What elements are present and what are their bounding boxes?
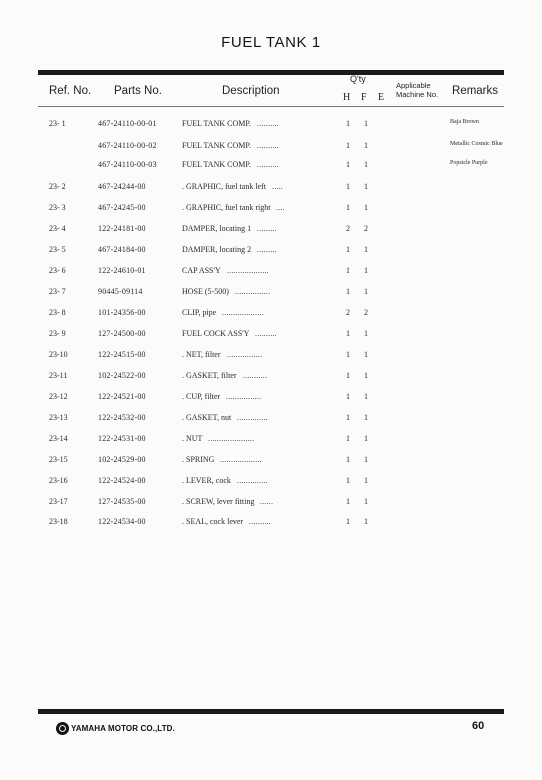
description: FUEL COCK ASS'Y	[182, 329, 250, 338]
qty-f: 1	[364, 455, 368, 464]
ref-no: 23-15	[49, 455, 68, 464]
header-machine-no: Machine No.	[396, 90, 439, 99]
qty-h: 1	[346, 245, 350, 254]
description: . GASKET, nut	[182, 413, 232, 422]
ref-no: 23-11	[49, 371, 68, 380]
yamaha-tuning-fork-icon	[56, 722, 69, 735]
table-row	[0, 287, 542, 301]
table-row	[0, 182, 542, 196]
page-title: FUEL TANK 1	[221, 34, 321, 51]
leader-dots: .........	[257, 224, 277, 233]
ref-no: 23- 4	[49, 224, 66, 233]
qty-h: 1	[346, 497, 350, 506]
leader-dots: ................	[226, 392, 262, 401]
part-no: 122-24515-00	[98, 350, 146, 359]
footer-company: YAMAHA MOTOR CO.,LTD.	[71, 724, 175, 733]
table-row	[0, 413, 542, 427]
ref-no: 23-17	[49, 497, 68, 506]
qty-h: 1	[346, 141, 350, 150]
leader-dots: ..........	[257, 119, 279, 128]
ref-no: 23-13	[49, 413, 68, 422]
qty-h: 1	[346, 203, 350, 212]
bottom-rule	[38, 709, 504, 714]
table-row	[0, 266, 542, 280]
leader-dots: ...................	[227, 266, 269, 275]
qty-h: 1	[346, 160, 350, 169]
leader-dots: .....	[272, 182, 283, 191]
table-row	[0, 371, 542, 385]
description: . LEVER, cock	[182, 476, 231, 485]
description: . NET, filter	[182, 350, 221, 359]
part-no: 467-24244-00	[98, 182, 146, 191]
qty-h: 1	[346, 434, 350, 443]
qty-h: 1	[346, 266, 350, 275]
leader-dots: ..........	[257, 141, 279, 150]
description: FUEL TANK COMP.	[182, 141, 251, 150]
table-row	[0, 455, 542, 469]
qty-f: 1	[364, 203, 368, 212]
qty-h: 1	[346, 413, 350, 422]
description: . GRAPHIC, fuel tank right	[182, 203, 271, 212]
ref-no: 23-14	[49, 434, 68, 443]
remarks: Baja Brown	[450, 119, 479, 125]
part-no: 101-24356-00	[98, 308, 146, 317]
table-row	[0, 350, 542, 364]
header-qty-f: F	[361, 92, 367, 103]
qty-f: 1	[364, 497, 368, 506]
part-no: 102-24522-00	[98, 371, 146, 380]
qty-f: 1	[364, 119, 368, 128]
description: HOSE (5-500)	[182, 287, 229, 296]
leader-dots: ...........	[243, 371, 268, 380]
part-no: 122-24181-00	[98, 224, 146, 233]
table-row	[0, 329, 542, 343]
part-no: 122-24531-00	[98, 434, 146, 443]
leader-dots: ..........	[255, 329, 277, 338]
description: FUEL TANK COMP.	[182, 160, 251, 169]
ref-no: 23- 6	[49, 266, 66, 275]
table-row	[0, 434, 542, 448]
part-no: 122-24534-00	[98, 517, 146, 526]
qty-f: 1	[364, 476, 368, 485]
part-no: 127-24535-00	[98, 497, 146, 506]
ref-no: 23- 7	[49, 287, 66, 296]
description: DAMPER, locating 1	[182, 224, 252, 233]
remarks: Popsicle Purple	[450, 160, 488, 166]
qty-f: 1	[364, 287, 368, 296]
footer-logo	[56, 722, 175, 735]
table-row	[0, 224, 542, 238]
qty-f: 1	[364, 160, 368, 169]
ref-no: 23- 9	[49, 329, 66, 338]
qty-h: 1	[346, 119, 350, 128]
leader-dots: ...................	[222, 308, 264, 317]
table-row	[0, 308, 542, 322]
leader-dots: ....	[276, 203, 285, 212]
leader-dots: ...................	[220, 455, 262, 464]
qty-h: 1	[346, 476, 350, 485]
qty-f: 1	[364, 266, 368, 275]
ref-no: 23-18	[49, 517, 68, 526]
description: . SEAL, cock lever	[182, 517, 244, 526]
part-no: 127-24500-00	[98, 329, 146, 338]
part-no: 467-24110-00-01	[98, 119, 157, 128]
part-no: 467-24110-00-03	[98, 160, 157, 169]
description: . CUP, filter	[182, 392, 221, 401]
leader-dots: .....................	[208, 434, 255, 443]
leader-dots: ................	[235, 287, 271, 296]
leader-dots: ..........	[257, 160, 279, 169]
table-row	[0, 119, 542, 133]
ref-no: 23- 5	[49, 245, 66, 254]
qty-f: 1	[364, 141, 368, 150]
qty-f: 1	[364, 350, 368, 359]
leader-dots: ..............	[237, 413, 268, 422]
ref-no: 23-10	[49, 350, 68, 359]
remarks: Metallic Cosmic Blue	[450, 141, 503, 147]
header-qty-h: H	[343, 92, 351, 103]
table-row	[0, 203, 542, 217]
table-row	[0, 245, 542, 259]
table-row	[0, 160, 542, 174]
description: . SPRING	[182, 455, 215, 464]
qty-f: 1	[364, 371, 368, 380]
ref-no: 23-12	[49, 392, 68, 401]
leader-dots: ......	[260, 497, 274, 506]
ref-no: 23- 2	[49, 182, 66, 191]
description: FUEL TANK COMP.	[182, 119, 251, 128]
header-qty-e: E	[378, 92, 385, 103]
part-no: 122-24521-00	[98, 392, 146, 401]
leader-dots: .........	[257, 245, 277, 254]
header-qty: Q'ty	[350, 74, 366, 84]
qty-f: 1	[364, 245, 368, 254]
description: . NUT	[182, 434, 203, 443]
header-applicable: Applicable	[396, 81, 431, 90]
qty-h: 1	[346, 182, 350, 191]
table-row	[0, 476, 542, 490]
ref-no: 23- 3	[49, 203, 66, 212]
header-remarks: Remarks	[452, 85, 499, 97]
qty-f: 1	[364, 413, 368, 422]
page-number: 60	[472, 720, 485, 732]
header-description: Description	[222, 85, 280, 97]
table-row	[0, 392, 542, 406]
qty-h: 1	[346, 517, 350, 526]
description: . GRAPHIC, fuel tank left	[182, 182, 266, 191]
qty-h: 1	[346, 392, 350, 401]
table-row	[0, 517, 542, 531]
qty-h: 1	[346, 371, 350, 380]
leader-dots: ..............	[237, 476, 268, 485]
part-no: 122-24610-01	[98, 266, 146, 275]
qty-f: 2	[364, 224, 368, 233]
qty-f: 1	[364, 329, 368, 338]
ref-no: 23- 1	[49, 119, 66, 128]
header-ref-no: Ref. No.	[49, 85, 92, 97]
description: DAMPER, locating 2	[182, 245, 252, 254]
part-no: 102-24529-00	[98, 455, 146, 464]
table-row	[0, 141, 542, 155]
description: CAP ASS'Y	[182, 266, 221, 275]
leader-dots: ................	[227, 350, 263, 359]
description: . GASKET, filter	[182, 371, 237, 380]
qty-h: 1	[346, 287, 350, 296]
qty-f: 2	[364, 308, 368, 317]
ref-no: 23- 8	[49, 308, 66, 317]
part-no: 122-24532-00	[98, 413, 146, 422]
part-no: 467-24110-00-02	[98, 141, 157, 150]
description: CLIP, pipe	[182, 308, 217, 317]
qty-h: 1	[346, 329, 350, 338]
qty-f: 1	[364, 182, 368, 191]
qty-h: 1	[346, 350, 350, 359]
qty-h: 2	[346, 224, 350, 233]
header-parts-no: Parts No.	[114, 85, 162, 97]
part-no: 467-24184-00	[98, 245, 146, 254]
ref-no: 23-16	[49, 476, 68, 485]
qty-f: 1	[364, 392, 368, 401]
qty-f: 1	[364, 517, 368, 526]
qty-h: 2	[346, 308, 350, 317]
leader-dots: ..........	[249, 517, 271, 526]
part-no: 90445-09114	[98, 287, 143, 296]
part-no: 122-24524-00	[98, 476, 146, 485]
description: . SCREW, lever fitting	[182, 497, 255, 506]
table-row	[0, 497, 542, 511]
qty-h: 1	[346, 455, 350, 464]
part-no: 467-24245-00	[98, 203, 146, 212]
qty-f: 1	[364, 434, 368, 443]
